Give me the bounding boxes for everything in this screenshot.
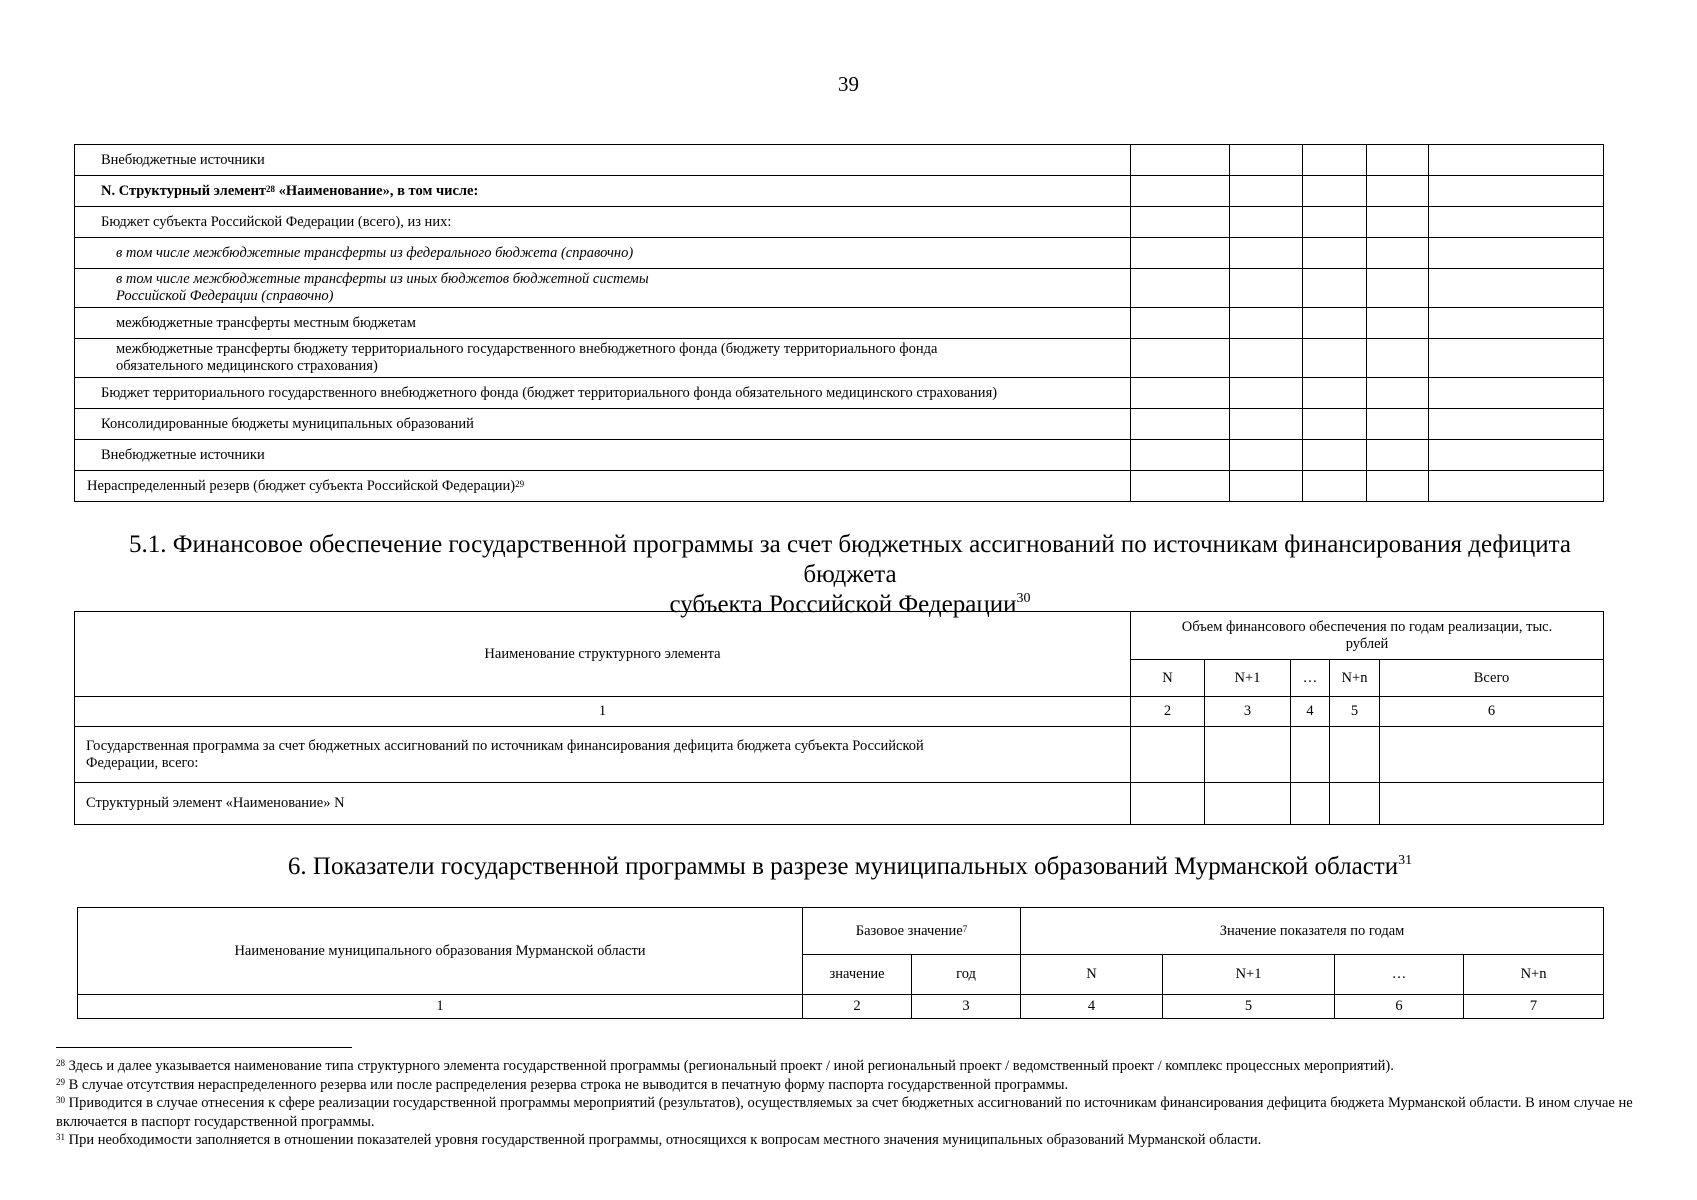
value-cell [1230,308,1303,339]
municipal-indicators-table [77,907,1604,1019]
row-label [75,378,1131,409]
program-total-row-line2: Федерации, всего: [86,754,199,771]
row-label [75,207,1131,238]
value-cell [1131,783,1205,825]
footnote-ref-7: 7 [962,923,968,934]
value-cell [1131,409,1230,440]
row-label [75,409,1131,440]
value-cell [1303,440,1367,471]
value-cell [1429,378,1604,409]
value-cell [1230,238,1303,269]
value-cell [1303,471,1367,502]
row-label [75,471,1131,502]
value-cell [1303,269,1367,308]
footnote [56,1057,1656,1076]
sub-header: год [912,955,1021,995]
column-number: 5 [1330,697,1380,727]
value-cell [1291,783,1330,825]
value-cell [1131,440,1230,471]
footnote-text: Здесь и далее указывается наименование типа структурного элемента государственной программы (региональный проект / иной региональный проект / ведомственный проект / комплекс процессных мероприятий). [65,1058,1394,1074]
row-label [75,308,1131,339]
year-header: Всего [1380,660,1604,697]
row-label-text-line2: Российской Федерации (справочно) [116,288,334,304]
value-cell [1230,176,1303,207]
value-cell [1205,783,1291,825]
value-cell [1429,471,1604,502]
footnote-text: Приводится в случае отнесения к сфере реализации государственной программы мероприятий (результатов), осуществляемых за счет бюджетных ассигнований по источникам финансирования дефицита бюджета Мурманской области. В ином случае не включается в паспорт государственной программы. [56,1095,1633,1130]
table-row [75,440,1604,471]
value-cell [1131,471,1230,502]
row-label [75,145,1131,176]
row-label [75,238,1131,269]
value-cell [1303,207,1367,238]
column-number: 5 [1163,995,1335,1019]
row-label [75,269,1131,308]
value-cell [1131,238,1230,269]
row-label [75,339,1131,378]
value-cell [1230,378,1303,409]
row-label-text-after: «Наименование», в том числе: [275,182,479,199]
column-number: 3 [912,995,1021,1019]
footnote-text: При необходимости заполняется в отношении показателей уровня государственной программы, относящихся к вопросам местного значения муниципальных образований Мурманской области. [65,1132,1262,1148]
group-header-line2: рублей [1345,635,1389,652]
section-5-1-title-line1: 5.1. Финансовое обеспечение государственной программы за счет бюджетных ассигнований по источникам финансирования дефицита бюджета [128,531,1572,588]
program-total-row-label [75,727,1131,783]
group-header-line1: Объем финансового обеспечения по годам реализации, тыс. [1181,618,1553,635]
value-cell [1367,440,1429,471]
value-cell [1330,783,1380,825]
row-label [75,440,1131,471]
values-by-year-header: Значение показателя по годам [1021,908,1604,955]
value-cell [1367,409,1429,440]
column-number: 3 [1205,697,1291,727]
year-header: N [1131,660,1205,697]
value-cell [1131,176,1230,207]
value-cell [1429,339,1604,378]
footnote-number: 28 [56,1058,65,1068]
value-cell [1303,409,1367,440]
table-row [75,176,1604,207]
row-label [75,176,1131,207]
column-number: 1 [78,995,803,1019]
sub-header: N [1021,955,1163,995]
value-cell [1429,308,1604,339]
value-cell [1131,727,1205,783]
value-cell [1367,145,1429,176]
deficit-financing-table [74,611,1604,825]
value-cell [1429,207,1604,238]
footnote-ref-31: 31 [1398,853,1413,868]
row-label-text: N. Структурный элемент [101,182,267,199]
year-header: N+n [1330,660,1380,697]
table-row [75,339,1604,378]
value-cell [1131,269,1230,308]
footnote-ref-30: 30 [1016,591,1031,606]
row-label-text: Внебюджетные источники [101,151,265,168]
value-cell [1230,409,1303,440]
funding-sources-table [74,144,1604,502]
value-cell [1367,238,1429,269]
value-cell [1330,727,1380,783]
value-cell [1429,269,1604,308]
table-row [75,409,1604,440]
footnote [56,1131,1656,1150]
section-6-title-text: 6. Показатели государственной программы в разрезе муниципальных образований Мурманской области [287,853,1399,880]
value-cell [1367,308,1429,339]
value-cell [1230,339,1303,378]
footnote-number: 30 [56,1095,65,1105]
group-header [1131,612,1604,660]
value-cell [1131,378,1230,409]
table-row [75,308,1604,339]
page-number: 39 [838,72,859,96]
footnote-number: 31 [56,1132,65,1142]
sub-header: значение [803,955,912,995]
footnotes [56,1057,1656,1150]
sub-header: N+1 [1163,955,1335,995]
col-name-header: Наименование структурного элемента [75,612,1131,697]
structural-element-row-label: Структурный элемент «Наименование» N [75,783,1131,825]
value-cell [1230,269,1303,308]
value-cell [1429,409,1604,440]
value-cell [1303,378,1367,409]
column-number: 4 [1291,697,1330,727]
column-number: 7 [1464,995,1604,1019]
program-total-row-line1: Государственная программа за счет бюджетных ассигнований по источникам финансирования дефицита бюджета субъекта Российской [86,737,924,754]
row-label-text: в том числе межбюджетные трансферты из федерального бюджета (справочно) [116,244,634,261]
row-label-text: Нераспределенный резерв (бюджет субъекта Российской Федерации) [87,477,516,494]
footnote-ref: 29 [515,478,525,489]
value-cell [1205,727,1291,783]
row-label-text: Внебюджетные источники [101,446,265,463]
value-cell [1367,176,1429,207]
value-cell [1429,145,1604,176]
footnote-number: 29 [56,1076,65,1087]
sub-header: … [1335,955,1464,995]
footnote [56,1076,1656,1095]
municipality-name-header: Наименование муниципального образования Мурманской области [78,908,803,995]
value-cell [1380,727,1604,783]
table-row [75,238,1604,269]
footnote [56,1094,1656,1131]
value-cell [1131,207,1230,238]
value-cell [1380,783,1604,825]
table-row [75,269,1604,308]
column-number: 6 [1335,995,1464,1019]
value-cell [1429,238,1604,269]
row-label-text: межбюджетные трансферты местным бюджетам [116,314,416,331]
section-6-title [80,852,1620,882]
table-row [75,378,1604,409]
value-cell [1429,176,1604,207]
value-cell [1303,339,1367,378]
value-cell [1303,176,1367,207]
base-value-header [803,908,1021,955]
value-cell [1131,308,1230,339]
value-cell [1303,238,1367,269]
table-row [75,207,1604,238]
row-label-text-line2: обязательного медицинского страхования) [116,358,378,374]
value-cell [1291,727,1330,783]
value-cell [1131,145,1230,176]
table-row [75,145,1604,176]
value-cell [1303,145,1367,176]
column-number: 4 [1021,995,1163,1019]
base-value-header-text: Базовое значение [855,922,963,939]
row-label-text: Бюджет территориального государственного внебюджетного фонда (бюджет территориального фонда обязательного медицинского страхования) [101,384,998,401]
column-number: 1 [75,697,1131,727]
year-header: … [1291,660,1330,697]
year-header: N+1 [1205,660,1291,697]
table-row [75,471,1604,502]
row-label-text: в том числе межбюджетные трансферты из иных бюджетов бюджетной системы [116,271,649,287]
value-cell [1230,145,1303,176]
column-number: 6 [1380,697,1604,727]
row-label-text: Консолидированные бюджеты муниципальных образований [101,415,474,432]
value-cell [1303,308,1367,339]
value-cell [1367,269,1429,308]
section-5-1-title-line2: субъекта Российской Федерации [669,591,1017,618]
value-cell [1367,378,1429,409]
row-label-text: Бюджет субъекта Российской Федерации (всего), из них: [101,213,452,230]
value-cell [1230,440,1303,471]
value-cell [1230,207,1303,238]
footnote-text: В случае отсутствия нераспределенного резерва или после распределения резерва строка не выводится в печатную форму паспорта государственной программы. [65,1076,1069,1093]
value-cell [1429,440,1604,471]
section-5-1-title [80,530,1620,620]
value-cell [1230,471,1303,502]
value-cell [1367,471,1429,502]
footnote-divider [56,1047,352,1048]
footnote-ref: 28 [266,183,276,194]
column-number: 2 [1131,697,1205,727]
value-cell [1367,339,1429,378]
column-number: 2 [803,995,912,1019]
value-cell [1367,207,1429,238]
sub-header: N+n [1464,955,1604,995]
value-cell [1131,339,1230,378]
row-label-text: межбюджетные трансферты бюджету территориального государственного внебюджетного фонда (бюджету территориального фонда [116,341,938,357]
